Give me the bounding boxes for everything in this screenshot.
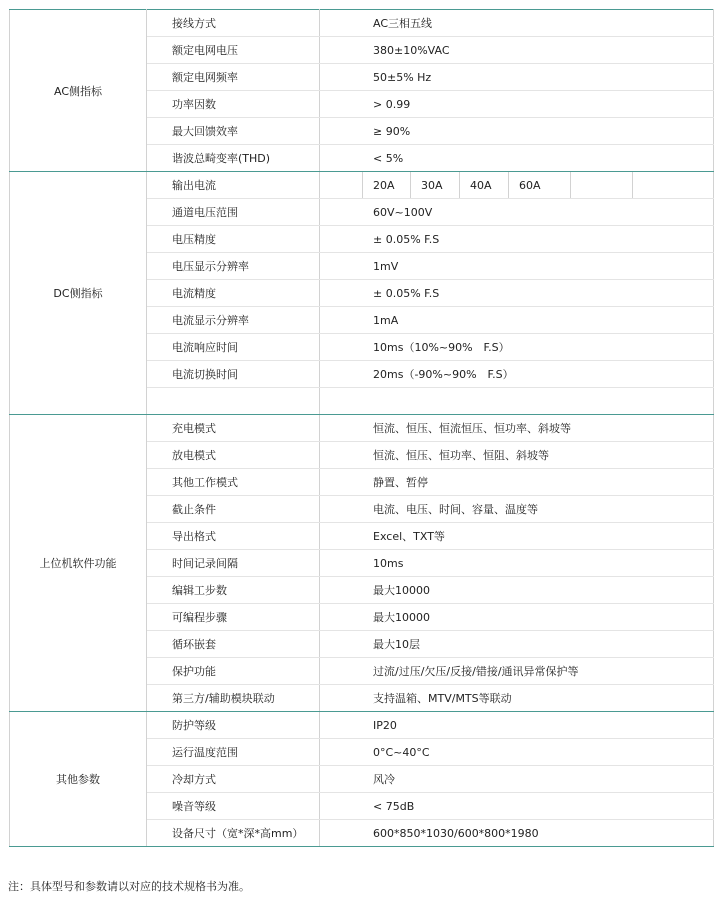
param-value: 最大10000 xyxy=(320,577,714,604)
param-name: 谐波总畸变率(THD) xyxy=(147,145,320,172)
param-value: 20ms（-90%~90% F.S） xyxy=(320,361,714,388)
param-value: 600*850*1030/600*800*1980 xyxy=(320,820,714,847)
param-name: 导出格式 xyxy=(147,523,320,550)
param-name: 设备尺寸（宽*深*高mm） xyxy=(147,820,320,847)
param-name: 编辑工步数 xyxy=(147,577,320,604)
param-name: 电流响应时间 xyxy=(147,334,320,361)
param-name: 输出电流 xyxy=(147,172,320,199)
category-software: 上位机软件功能 xyxy=(10,415,147,712)
param-value: 50±5% Hz xyxy=(320,64,714,91)
param-value: 最大10000 xyxy=(320,604,714,631)
param-value: < 75dB xyxy=(320,793,714,820)
param-name: 通道电压范围 xyxy=(147,199,320,226)
param-value: 恒流、恒压、恒流恒压、恒功率、斜坡等 xyxy=(320,415,714,442)
table-row xyxy=(10,10,714,37)
param-value: 60V~100V xyxy=(320,199,714,226)
param-value: 风冷 xyxy=(320,766,714,793)
current-cell: 20A xyxy=(362,172,411,198)
param-name: 电流精度 xyxy=(147,280,320,307)
table-row xyxy=(10,415,714,442)
table-row xyxy=(10,712,714,739)
param-name: 噪音等级 xyxy=(147,793,320,820)
param-value: 支持温箱、MTV/MTS等联动 xyxy=(320,685,714,712)
param-value: 恒流、恒压、恒功率、恒阻、斜坡等 xyxy=(320,442,714,469)
param-value: > 0.99 xyxy=(320,91,714,118)
param-name: 截止条件 xyxy=(147,496,320,523)
current-cell: 60A xyxy=(509,172,571,198)
table-row xyxy=(10,172,714,199)
param-name: 放电模式 xyxy=(147,442,320,469)
param-name: 电压精度 xyxy=(147,226,320,253)
current-cells xyxy=(362,172,713,198)
param-name: 时间记录间隔 xyxy=(147,550,320,577)
param-name xyxy=(147,388,320,415)
param-value: AC三相五线 xyxy=(320,10,714,37)
category-dc: DC侧指标 xyxy=(10,172,147,415)
param-name: 防护等级 xyxy=(147,712,320,739)
param-name: 循环嵌套 xyxy=(147,631,320,658)
param-value: 380±10%VAC xyxy=(320,37,714,64)
param-name: 保护功能 xyxy=(147,658,320,685)
param-value: 最大10层 xyxy=(320,631,714,658)
param-name: 冷却方式 xyxy=(147,766,320,793)
param-name: 其他工作模式 xyxy=(147,469,320,496)
param-name: 充电模式 xyxy=(147,415,320,442)
param-value: ≥ 90% xyxy=(320,118,714,145)
param-name: 功率因数 xyxy=(147,91,320,118)
param-value: Excel、TXT等 xyxy=(320,523,714,550)
param-name: 额定电网频率 xyxy=(147,64,320,91)
param-value: 电流、电压、时间、容量、温度等 xyxy=(320,496,714,523)
param-value: 1mV xyxy=(320,253,714,280)
footnote: 注：具体型号和参数请以对应的技术规格书为准。 xyxy=(8,880,250,893)
param-name: 第三方/辅助模块联动 xyxy=(147,685,320,712)
param-name: 电流显示分辨率 xyxy=(147,307,320,334)
param-name: 接线方式 xyxy=(147,10,320,37)
param-name: 额定电网电压 xyxy=(147,37,320,64)
param-value: 10ms xyxy=(320,550,714,577)
param-value: ± 0.05% F.S xyxy=(320,226,714,253)
param-name: 运行温度范围 xyxy=(147,739,320,766)
param-name: 电压显示分辨率 xyxy=(147,253,320,280)
spec-table xyxy=(9,9,714,847)
category-other: 其他参数 xyxy=(10,712,147,847)
param-value: 0°C~40°C xyxy=(320,739,714,766)
param-name: 最大回馈效率 xyxy=(147,118,320,145)
param-name: 可编程步骤 xyxy=(147,604,320,631)
param-value: ± 0.05% F.S xyxy=(320,280,714,307)
category-ac: AC侧指标 xyxy=(10,10,147,172)
param-value: 过流/过压/欠压/反接/错接/通讯异常保护等 xyxy=(320,658,714,685)
current-cell xyxy=(571,172,633,198)
current-options xyxy=(320,172,714,199)
param-value xyxy=(320,388,714,415)
param-value: 静置、暂停 xyxy=(320,469,714,496)
param-value: IP20 xyxy=(320,712,714,739)
param-value: < 5% xyxy=(320,145,714,172)
param-name: 电流切换时间 xyxy=(147,361,320,388)
param-value: 1mA xyxy=(320,307,714,334)
current-cell: 30A xyxy=(411,172,460,198)
param-value: 10ms（10%~90% F.S） xyxy=(320,334,714,361)
current-cell: 40A xyxy=(460,172,509,198)
